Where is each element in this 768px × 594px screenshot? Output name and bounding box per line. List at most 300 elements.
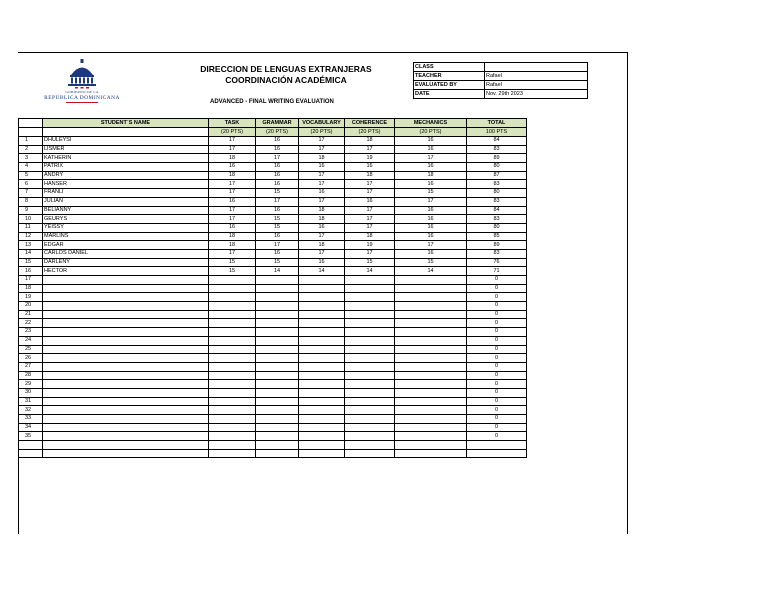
- row-number: 31: [19, 397, 43, 406]
- grammar-score-cell[interactable]: 16: [256, 137, 299, 146]
- coherence-score-cell[interactable]: 19: [345, 241, 395, 250]
- empty-cell: [395, 441, 467, 450]
- row-number: 18: [19, 284, 43, 293]
- student-name-cell[interactable]: LISMER: [43, 145, 209, 154]
- coherence-score-cell[interactable]: [345, 397, 395, 406]
- empty-row: [19, 441, 527, 450]
- row-number: 28: [19, 371, 43, 380]
- task-score-cell[interactable]: 17: [209, 206, 256, 215]
- vocab-score-cell[interactable]: 16: [299, 223, 345, 232]
- student-name-cell[interactable]: FRANLI: [43, 189, 209, 198]
- table-row: [19, 197, 527, 206]
- table-row: [19, 215, 527, 224]
- mechanics-score-cell[interactable]: [395, 293, 467, 302]
- empty-cell: [299, 441, 345, 450]
- table-row: [19, 423, 527, 432]
- table-row: [19, 302, 527, 311]
- vocab-score-cell[interactable]: 16: [299, 163, 345, 172]
- row-number: 8: [19, 197, 43, 206]
- row-number: 16: [19, 267, 43, 276]
- coherence-score-cell[interactable]: [345, 380, 395, 389]
- task-score-cell[interactable]: 17: [209, 180, 256, 189]
- grammar-score-cell[interactable]: [256, 432, 299, 441]
- task-score-cell[interactable]: [209, 380, 256, 389]
- vocab-score-cell[interactable]: 18: [299, 206, 345, 215]
- empty-cell: [256, 449, 299, 458]
- grammar-score-cell[interactable]: 16: [256, 171, 299, 180]
- vocab-score-cell[interactable]: [299, 328, 345, 337]
- table-row: [19, 293, 527, 302]
- coherence-score-cell[interactable]: 17: [345, 215, 395, 224]
- task-score-cell[interactable]: 17: [209, 145, 256, 154]
- points-mechanics: (20 PTS): [395, 128, 467, 137]
- student-name-cell[interactable]: [43, 388, 209, 397]
- task-score-cell[interactable]: [209, 302, 256, 311]
- grammar-score-cell[interactable]: [256, 354, 299, 363]
- vocab-score-cell[interactable]: 16: [299, 189, 345, 198]
- task-score-cell[interactable]: 17: [209, 215, 256, 224]
- coherence-score-cell[interactable]: 17: [345, 223, 395, 232]
- mechanics-score-cell[interactable]: [395, 354, 467, 363]
- coherence-score-cell[interactable]: 18: [345, 171, 395, 180]
- mechanics-score-cell[interactable]: 17: [395, 241, 467, 250]
- task-score-cell[interactable]: [209, 423, 256, 432]
- coherence-score-cell[interactable]: 16: [345, 163, 395, 172]
- vocab-score-cell[interactable]: [299, 336, 345, 345]
- coherence-score-cell[interactable]: [345, 284, 395, 293]
- mechanics-score-cell[interactable]: [395, 423, 467, 432]
- student-name-cell[interactable]: [43, 293, 209, 302]
- task-score-cell[interactable]: 17: [209, 137, 256, 146]
- table-row: [19, 223, 527, 232]
- column-header-vocabulary: VOCABULARY: [299, 119, 345, 128]
- mechanics-score-cell[interactable]: [395, 432, 467, 441]
- grammar-score-cell[interactable]: 16: [256, 249, 299, 258]
- task-score-cell[interactable]: [209, 345, 256, 354]
- mechanics-score-cell[interactable]: [395, 302, 467, 311]
- total-score-cell: 83: [467, 249, 527, 258]
- row-number: 1: [19, 137, 43, 146]
- mechanics-score-cell[interactable]: 16: [395, 215, 467, 224]
- task-score-cell[interactable]: 18: [209, 171, 256, 180]
- grammar-score-cell[interactable]: 17: [256, 197, 299, 206]
- mechanics-score-cell[interactable]: 17: [395, 154, 467, 163]
- mechanics-score-cell[interactable]: 16: [395, 206, 467, 215]
- table-row: [19, 154, 527, 163]
- coherence-score-cell[interactable]: [345, 345, 395, 354]
- row-number: 30: [19, 388, 43, 397]
- coherence-score-cell[interactable]: 17: [345, 145, 395, 154]
- grammar-score-cell[interactable]: 15: [256, 189, 299, 198]
- coherence-score-cell[interactable]: 17: [345, 206, 395, 215]
- total-score-cell: 0: [467, 336, 527, 345]
- empty-cell: [256, 441, 299, 450]
- grammar-score-cell[interactable]: [256, 415, 299, 424]
- table-row: [19, 406, 527, 415]
- mechanics-score-cell[interactable]: [395, 371, 467, 380]
- student-name-cell[interactable]: KATHERIN: [43, 154, 209, 163]
- row-number: 29: [19, 380, 43, 389]
- task-score-cell[interactable]: 17: [209, 249, 256, 258]
- grammar-score-cell[interactable]: [256, 276, 299, 285]
- total-score-cell: 0: [467, 293, 527, 302]
- coherence-score-cell[interactable]: [345, 406, 395, 415]
- mechanics-score-cell[interactable]: [395, 406, 467, 415]
- student-name-cell[interactable]: [43, 406, 209, 415]
- total-score-cell: 0: [467, 345, 527, 354]
- coherence-score-cell[interactable]: [345, 302, 395, 311]
- total-score-cell: 0: [467, 371, 527, 380]
- grammar-score-cell[interactable]: 16: [256, 163, 299, 172]
- vocab-score-cell[interactable]: 18: [299, 215, 345, 224]
- row-number: 12: [19, 232, 43, 241]
- grammar-score-cell[interactable]: 15: [256, 258, 299, 267]
- task-score-cell[interactable]: [209, 371, 256, 380]
- logo-red-rule: [66, 102, 98, 103]
- coherence-score-cell[interactable]: 16: [345, 197, 395, 206]
- grammar-score-cell[interactable]: [256, 406, 299, 415]
- vocab-score-cell[interactable]: [299, 293, 345, 302]
- student-name-cell[interactable]: [43, 336, 209, 345]
- grammar-score-cell[interactable]: [256, 380, 299, 389]
- vocab-score-cell[interactable]: [299, 276, 345, 285]
- table-row: [19, 180, 527, 189]
- grammar-score-cell[interactable]: [256, 345, 299, 354]
- student-name-cell[interactable]: [43, 284, 209, 293]
- coherence-score-cell[interactable]: [345, 319, 395, 328]
- student-name-cell[interactable]: BELIANNY: [43, 206, 209, 215]
- task-score-cell[interactable]: [209, 319, 256, 328]
- vocab-score-cell[interactable]: 17: [299, 197, 345, 206]
- info-row-teacher: [414, 72, 588, 81]
- task-score-cell[interactable]: 16: [209, 223, 256, 232]
- vocab-score-cell[interactable]: [299, 415, 345, 424]
- grammar-score-cell[interactable]: [256, 319, 299, 328]
- mechanics-score-cell[interactable]: [395, 284, 467, 293]
- mechanics-score-cell[interactable]: 18: [395, 171, 467, 180]
- student-name-cell[interactable]: [43, 432, 209, 441]
- mechanics-score-cell[interactable]: [395, 336, 467, 345]
- task-score-cell[interactable]: [209, 388, 256, 397]
- grammar-score-cell[interactable]: 17: [256, 154, 299, 163]
- title-line-2: COORDINACIÓN ACADÉMICA: [225, 75, 347, 85]
- vocab-score-cell[interactable]: 17: [299, 145, 345, 154]
- student-name-cell[interactable]: [43, 371, 209, 380]
- row-number: 26: [19, 354, 43, 363]
- empty-cell: [209, 449, 256, 458]
- vocab-score-cell[interactable]: 17: [299, 137, 345, 146]
- grammar-score-cell[interactable]: 15: [256, 215, 299, 224]
- task-score-cell[interactable]: [209, 276, 256, 285]
- grammar-score-cell[interactable]: 16: [256, 232, 299, 241]
- student-name-cell[interactable]: HECTOR: [43, 267, 209, 276]
- row-number: 17: [19, 276, 43, 285]
- student-name-cell[interactable]: PATRIX: [43, 163, 209, 172]
- total-score-cell: 0: [467, 319, 527, 328]
- task-score-cell[interactable]: 15: [209, 267, 256, 276]
- total-score-cell: 0: [467, 397, 527, 406]
- teacher-value[interactable]: Rafael: [485, 72, 588, 81]
- mechanics-score-cell[interactable]: 17: [395, 197, 467, 206]
- vocab-score-cell[interactable]: 17: [299, 232, 345, 241]
- total-score-cell: 0: [467, 362, 527, 371]
- logo-text-small: GOBIERNO DE LA: [65, 90, 99, 94]
- column-header-coherence: COHERENCE: [345, 119, 395, 128]
- vocab-score-cell[interactable]: [299, 319, 345, 328]
- task-score-cell[interactable]: [209, 397, 256, 406]
- coherence-score-cell[interactable]: 18: [345, 137, 395, 146]
- table-row: [19, 137, 527, 146]
- task-score-cell[interactable]: [209, 328, 256, 337]
- mechanics-score-cell[interactable]: [395, 397, 467, 406]
- student-name-cell[interactable]: YEISSY: [43, 223, 209, 232]
- mechanics-score-cell[interactable]: 14: [395, 267, 467, 276]
- column-header-grammar: GRAMMAR: [256, 119, 299, 128]
- vocab-score-cell[interactable]: 17: [299, 171, 345, 180]
- coherence-score-cell[interactable]: 18: [345, 232, 395, 241]
- vocab-score-cell[interactable]: [299, 284, 345, 293]
- grammar-score-cell[interactable]: 16: [256, 180, 299, 189]
- table-row: [19, 415, 527, 424]
- grammar-score-cell[interactable]: [256, 293, 299, 302]
- coherence-score-cell[interactable]: 14: [345, 267, 395, 276]
- mechanics-score-cell[interactable]: 16: [395, 232, 467, 241]
- table-row: [19, 310, 527, 319]
- table-row: [19, 336, 527, 345]
- empty-cell: [19, 449, 43, 458]
- student-name-cell[interactable]: [43, 415, 209, 424]
- total-score-cell: 0: [467, 276, 527, 285]
- grammar-score-cell[interactable]: [256, 423, 299, 432]
- coherence-score-cell[interactable]: [345, 415, 395, 424]
- empty-cell: [43, 441, 209, 450]
- total-score-cell: 0: [467, 432, 527, 441]
- vocab-score-cell[interactable]: 18: [299, 154, 345, 163]
- task-score-cell[interactable]: 16: [209, 163, 256, 172]
- task-score-cell[interactable]: [209, 293, 256, 302]
- mechanics-score-cell[interactable]: [395, 362, 467, 371]
- student-name-cell[interactable]: [43, 423, 209, 432]
- grammar-score-cell[interactable]: [256, 397, 299, 406]
- empty-row: [19, 449, 527, 458]
- task-score-cell[interactable]: 15: [209, 258, 256, 267]
- vocab-score-cell[interactable]: 16: [299, 258, 345, 267]
- mechanics-score-cell[interactable]: [395, 345, 467, 354]
- coherence-score-cell[interactable]: [345, 423, 395, 432]
- vocab-score-cell[interactable]: [299, 432, 345, 441]
- vocab-score-cell[interactable]: [299, 371, 345, 380]
- coherence-score-cell[interactable]: [345, 354, 395, 363]
- total-score-cell: 89: [467, 241, 527, 250]
- task-score-cell[interactable]: [209, 362, 256, 371]
- grammar-score-cell[interactable]: 16: [256, 145, 299, 154]
- student-name-cell[interactable]: [43, 362, 209, 371]
- coherence-score-cell[interactable]: [345, 336, 395, 345]
- total-score-cell: 83: [467, 215, 527, 224]
- student-name-cell[interactable]: EDGAR: [43, 241, 209, 250]
- task-score-cell[interactable]: 16: [209, 197, 256, 206]
- mechanics-score-cell[interactable]: [395, 276, 467, 285]
- empty-cell: [467, 449, 527, 458]
- empty-cell: [345, 449, 395, 458]
- student-name-cell[interactable]: HANSER: [43, 180, 209, 189]
- total-score-cell: 84: [467, 206, 527, 215]
- date-label: DATE: [414, 90, 485, 99]
- vocab-score-cell[interactable]: [299, 388, 345, 397]
- coherence-score-cell[interactable]: 17: [345, 180, 395, 189]
- student-name-cell[interactable]: MARLINS: [43, 232, 209, 241]
- coherence-score-cell[interactable]: [345, 362, 395, 371]
- student-name-cell[interactable]: [43, 380, 209, 389]
- vocab-score-cell[interactable]: [299, 380, 345, 389]
- class-value[interactable]: [485, 63, 588, 72]
- vocab-score-cell[interactable]: [299, 406, 345, 415]
- task-score-cell[interactable]: [209, 415, 256, 424]
- mechanics-score-cell[interactable]: [395, 319, 467, 328]
- task-score-cell[interactable]: [209, 284, 256, 293]
- points-number-cell: [19, 128, 43, 137]
- row-number: 15: [19, 258, 43, 267]
- mechanics-score-cell[interactable]: [395, 328, 467, 337]
- grammar-score-cell[interactable]: [256, 362, 299, 371]
- coherence-score-cell[interactable]: [345, 276, 395, 285]
- coherence-score-cell[interactable]: [345, 388, 395, 397]
- vocab-score-cell[interactable]: [299, 302, 345, 311]
- mechanics-score-cell[interactable]: [395, 310, 467, 319]
- row-number: 19: [19, 293, 43, 302]
- vocab-score-cell[interactable]: [299, 310, 345, 319]
- grammar-score-cell[interactable]: [256, 302, 299, 311]
- task-score-cell[interactable]: 18: [209, 154, 256, 163]
- row-number: 24: [19, 336, 43, 345]
- task-score-cell[interactable]: [209, 406, 256, 415]
- mechanics-score-cell[interactable]: 15: [395, 189, 467, 198]
- vocab-score-cell[interactable]: 17: [299, 180, 345, 189]
- grammar-score-cell[interactable]: [256, 310, 299, 319]
- student-name-cell[interactable]: [43, 354, 209, 363]
- grammar-score-cell[interactable]: [256, 388, 299, 397]
- vocab-score-cell[interactable]: [299, 423, 345, 432]
- total-score-cell: 0: [467, 284, 527, 293]
- mechanics-score-cell[interactable]: 16: [395, 145, 467, 154]
- student-name-cell[interactable]: [43, 310, 209, 319]
- task-score-cell[interactable]: 18: [209, 232, 256, 241]
- grammar-score-cell[interactable]: 14: [256, 267, 299, 276]
- task-score-cell[interactable]: [209, 336, 256, 345]
- student-name-cell[interactable]: CARLOS DANIEL: [43, 249, 209, 258]
- task-score-cell[interactable]: 18: [209, 241, 256, 250]
- row-number: 25: [19, 345, 43, 354]
- coherence-score-cell[interactable]: [345, 328, 395, 337]
- points-task: (20 PTS): [209, 128, 256, 137]
- grammar-score-cell[interactable]: 16: [256, 206, 299, 215]
- student-name-cell[interactable]: [43, 345, 209, 354]
- total-score-cell: 83: [467, 145, 527, 154]
- coherence-score-cell[interactable]: 15: [345, 258, 395, 267]
- task-score-cell[interactable]: [209, 432, 256, 441]
- student-name-cell[interactable]: [43, 276, 209, 285]
- row-number: 6: [19, 180, 43, 189]
- vocab-score-cell[interactable]: [299, 362, 345, 371]
- table-row: [19, 206, 527, 215]
- mechanics-score-cell[interactable]: 15: [395, 258, 467, 267]
- task-score-cell[interactable]: [209, 354, 256, 363]
- coherence-score-cell[interactable]: 17: [345, 249, 395, 258]
- vocab-score-cell[interactable]: [299, 354, 345, 363]
- total-score-cell: 84: [467, 137, 527, 146]
- mechanics-score-cell[interactable]: [395, 380, 467, 389]
- grammar-score-cell[interactable]: [256, 328, 299, 337]
- table-row: [19, 241, 527, 250]
- page-title: [200, 64, 372, 86]
- student-name-cell[interactable]: DHULEYSI: [43, 137, 209, 146]
- mechanics-score-cell[interactable]: 16: [395, 163, 467, 172]
- row-number: 11: [19, 223, 43, 232]
- total-score-cell: 89: [467, 154, 527, 163]
- table-row: [19, 267, 527, 276]
- grammar-score-cell[interactable]: [256, 371, 299, 380]
- mechanics-score-cell[interactable]: 16: [395, 249, 467, 258]
- row-number: 14: [19, 249, 43, 258]
- student-name-cell[interactable]: DARLENY: [43, 258, 209, 267]
- row-number: 33: [19, 415, 43, 424]
- vocab-score-cell[interactable]: [299, 397, 345, 406]
- coherence-score-cell[interactable]: 19: [345, 154, 395, 163]
- grammar-score-cell[interactable]: 15: [256, 223, 299, 232]
- mechanics-score-cell[interactable]: [395, 388, 467, 397]
- mechanics-score-cell[interactable]: 16: [395, 223, 467, 232]
- coherence-score-cell[interactable]: [345, 310, 395, 319]
- grammar-score-cell[interactable]: [256, 284, 299, 293]
- student-name-cell[interactable]: [43, 328, 209, 337]
- task-score-cell[interactable]: 17: [209, 189, 256, 198]
- coherence-score-cell[interactable]: [345, 371, 395, 380]
- student-name-cell[interactable]: JULIAN: [43, 197, 209, 206]
- mechanics-score-cell[interactable]: 16: [395, 137, 467, 146]
- coherence-score-cell[interactable]: 17: [345, 189, 395, 198]
- coherence-score-cell[interactable]: [345, 293, 395, 302]
- table-row: [19, 362, 527, 371]
- points-total: 100 PTS: [467, 128, 527, 137]
- mechanics-score-cell[interactable]: [395, 415, 467, 424]
- column-header-total: TOTAL: [467, 119, 527, 128]
- vocab-score-cell[interactable]: 14: [299, 267, 345, 276]
- date-value[interactable]: Nov. 29th 2023: [485, 90, 588, 99]
- evaluated-by-value[interactable]: Rafael: [485, 81, 588, 90]
- vocab-score-cell[interactable]: 17: [299, 249, 345, 258]
- vocab-score-cell[interactable]: 18: [299, 241, 345, 250]
- mechanics-score-cell[interactable]: 16: [395, 180, 467, 189]
- table-row: [19, 258, 527, 267]
- student-name-cell[interactable]: GEURYS: [43, 215, 209, 224]
- grammar-score-cell[interactable]: [256, 336, 299, 345]
- row-number: 22: [19, 319, 43, 328]
- empty-cell: [299, 449, 345, 458]
- student-name-cell[interactable]: [43, 319, 209, 328]
- student-name-cell[interactable]: ANDRY: [43, 171, 209, 180]
- student-name-cell[interactable]: [43, 397, 209, 406]
- table-row: [19, 284, 527, 293]
- student-name-cell[interactable]: [43, 302, 209, 311]
- task-score-cell[interactable]: [209, 310, 256, 319]
- total-score-cell: 0: [467, 423, 527, 432]
- row-number: 13: [19, 241, 43, 250]
- coherence-score-cell[interactable]: [345, 432, 395, 441]
- column-header-task: TASK: [209, 119, 256, 128]
- total-score-cell: 87: [467, 171, 527, 180]
- vocab-score-cell[interactable]: [299, 345, 345, 354]
- grammar-score-cell[interactable]: 17: [256, 241, 299, 250]
